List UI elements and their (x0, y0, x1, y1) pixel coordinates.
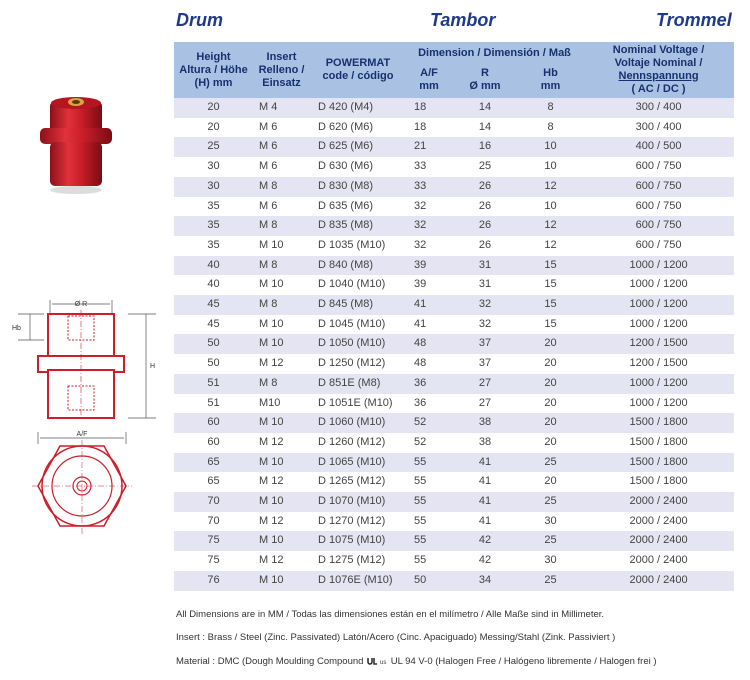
cell-af: 32 (406, 197, 452, 217)
cell-code: D 840 (M8) (310, 256, 406, 276)
cell-hb: 10 (518, 157, 583, 177)
cell-af: 55 (406, 512, 452, 532)
table-row (174, 374, 734, 394)
cell-hb: 15 (518, 295, 583, 315)
cell-height: 65 (174, 472, 253, 492)
diameter-label: Ø R (74, 301, 88, 308)
cell-hb: 15 (518, 256, 583, 276)
cell-insert: M 10 (253, 275, 310, 295)
cell-hb: 8 (518, 118, 583, 138)
cell-insert: M 8 (253, 177, 310, 197)
cell-r: 37 (452, 354, 518, 374)
cell-r: 42 (452, 551, 518, 571)
cell-code: D 625 (M6) (310, 137, 406, 157)
cell-code: D 1270 (M12) (310, 512, 406, 532)
table-row (174, 295, 734, 315)
product-photo (36, 92, 116, 196)
cell-voltage: 1500 / 1800 (583, 433, 734, 453)
cell-insert: M 6 (253, 197, 310, 217)
cell-height: 30 (174, 157, 253, 177)
table-row (174, 256, 734, 276)
cell-r: 31 (452, 256, 518, 276)
cell-r: 26 (452, 197, 518, 217)
cell-code: D 1260 (M12) (310, 433, 406, 453)
cell-height: 51 (174, 394, 253, 414)
cell-af: 18 (406, 98, 452, 118)
cell-code: D 1035 (M10) (310, 236, 406, 256)
cell-voltage: 1000 / 1200 (583, 315, 734, 335)
cell-hb: 30 (518, 551, 583, 571)
cell-insert: M 8 (253, 216, 310, 236)
cell-hb: 15 (518, 275, 583, 295)
cell-voltage: 300 / 400 (583, 118, 734, 138)
cell-height: 35 (174, 236, 253, 256)
cell-r: 27 (452, 394, 518, 414)
cell-hb: 8 (518, 98, 583, 118)
table-row (174, 472, 734, 492)
cell-voltage: 400 / 500 (583, 137, 734, 157)
cell-voltage: 2000 / 2400 (583, 492, 734, 512)
cell-hb: 20 (518, 433, 583, 453)
cell-insert: M 12 (253, 433, 310, 453)
cell-hb: 20 (518, 394, 583, 414)
cell-voltage: 2000 / 2400 (583, 571, 734, 591)
cell-insert: M 10 (253, 492, 310, 512)
table-row (174, 433, 734, 453)
cell-af: 41 (406, 295, 452, 315)
cell-height: 75 (174, 531, 253, 551)
cell-voltage: 600 / 750 (583, 197, 734, 217)
cell-height: 35 (174, 197, 253, 217)
cell-insert: M 10 (253, 531, 310, 551)
cell-code: D 1050 (M10) (310, 334, 406, 354)
cell-af: 48 (406, 354, 452, 374)
cell-code: D 635 (M6) (310, 197, 406, 217)
cell-code: D 1076E (M10) (310, 571, 406, 591)
cell-r: 14 (452, 118, 518, 138)
cell-hb: 20 (518, 354, 583, 374)
table-row (174, 531, 734, 551)
cell-code: D 1265 (M12) (310, 472, 406, 492)
cell-voltage: 600 / 750 (583, 157, 734, 177)
table-row (174, 137, 734, 157)
cell-af: 32 (406, 236, 452, 256)
cell-hb: 12 (518, 216, 583, 236)
cell-insert: M 12 (253, 512, 310, 532)
cell-af: 18 (406, 118, 452, 138)
header-voltage: Nominal Voltage / Voltaje Nominal / Nennspannung ( AC / DC ) (583, 42, 734, 98)
cell-code: D 1040 (M10) (310, 275, 406, 295)
cell-code: D 835 (M8) (310, 216, 406, 236)
cell-hb: 25 (518, 453, 583, 473)
cell-r: 37 (452, 334, 518, 354)
footnote-material (176, 656, 657, 667)
cell-height: 70 (174, 512, 253, 532)
cell-af: 32 (406, 216, 452, 236)
table-row (174, 177, 734, 197)
cell-height: 30 (174, 177, 253, 197)
cell-code: D 1065 (M10) (310, 453, 406, 473)
svg-text:us: us (380, 660, 387, 667)
cell-code: D 851E (M8) (310, 374, 406, 394)
table-row (174, 98, 734, 118)
cell-hb: 25 (518, 492, 583, 512)
cell-insert: M 10 (253, 334, 310, 354)
footnote-insert: Insert : Brass / Steel (Zinc. Passivated) Latón/Acero (Cinc. Apaciguado) Messing/Stahl (Zink. Passiviert ) (176, 632, 616, 643)
cell-height: 45 (174, 295, 253, 315)
cell-height: 40 (174, 275, 253, 295)
cell-voltage: 1500 / 1800 (583, 413, 734, 433)
cell-insert: M 10 (253, 453, 310, 473)
cell-af: 41 (406, 315, 452, 335)
cell-voltage: 600 / 750 (583, 216, 734, 236)
cell-r: 41 (452, 472, 518, 492)
header-height: Height Altura / Höhe (H) mm (174, 42, 253, 98)
cell-af: 33 (406, 157, 452, 177)
cell-code: D 1070 (M10) (310, 492, 406, 512)
cell-r: 42 (452, 531, 518, 551)
cell-voltage: 1000 / 1200 (583, 295, 734, 315)
cell-voltage: 2000 / 2400 (583, 531, 734, 551)
cell-hb: 20 (518, 413, 583, 433)
cell-voltage: 1200 / 1500 (583, 334, 734, 354)
cell-voltage: 1500 / 1800 (583, 453, 734, 473)
cell-hb: 20 (518, 334, 583, 354)
cell-insert: M 10 (253, 236, 310, 256)
cell-r: 38 (452, 433, 518, 453)
cell-voltage: 1000 / 1200 (583, 275, 734, 295)
top-view-drawing (8, 430, 173, 556)
cell-code: D 1060 (M10) (310, 413, 406, 433)
ul-recognized-icon (366, 656, 388, 666)
table-row (174, 197, 734, 217)
cell-af: 55 (406, 531, 452, 551)
cell-r: 32 (452, 315, 518, 335)
cell-af: 52 (406, 413, 452, 433)
cell-voltage: 600 / 750 (583, 177, 734, 197)
cell-height: 50 (174, 334, 253, 354)
cell-hb: 10 (518, 137, 583, 157)
material-rating: UL 94 V-0 (Halogen Free / Halógeno libremente / Halogen frei ) (390, 656, 657, 667)
cell-hb: 15 (518, 315, 583, 335)
table-row (174, 157, 734, 177)
cell-voltage: 1000 / 1200 (583, 256, 734, 276)
cell-r: 25 (452, 157, 518, 177)
cell-height: 20 (174, 98, 253, 118)
cell-insert: M 12 (253, 551, 310, 571)
cell-hb: 30 (518, 512, 583, 532)
cell-code: D 1075 (M10) (310, 531, 406, 551)
table-row (174, 492, 734, 512)
hb-label: Hb (12, 325, 21, 332)
cell-af: 55 (406, 453, 452, 473)
cell-insert: M 4 (253, 98, 310, 118)
cell-af: 55 (406, 492, 452, 512)
cell-voltage: 300 / 400 (583, 98, 734, 118)
cell-voltage: 2000 / 2400 (583, 551, 734, 571)
cell-r: 26 (452, 216, 518, 236)
cell-height: 60 (174, 433, 253, 453)
header-code: POWERMAT code / código (310, 42, 406, 98)
cell-code: D 420 (M4) (310, 98, 406, 118)
cell-insert: M 6 (253, 157, 310, 177)
cell-af: 52 (406, 433, 452, 453)
cell-code: D 1045 (M10) (310, 315, 406, 335)
cell-r: 14 (452, 98, 518, 118)
cell-height: 45 (174, 315, 253, 335)
cell-insert: M 10 (253, 315, 310, 335)
cell-height: 50 (174, 354, 253, 374)
table-row (174, 551, 734, 571)
material-text: Material : DMC (Dough Moulding Compound (176, 656, 364, 667)
cell-r: 16 (452, 137, 518, 157)
footnote-dimensions: All Dimensions are in MM / Todas las dimensiones están en el milímetro / Alle Maße sind in Millimeter. (176, 609, 605, 620)
cell-height: 35 (174, 216, 253, 236)
cell-r: 38 (452, 413, 518, 433)
cell-voltage: 2000 / 2400 (583, 512, 734, 532)
table-row (174, 216, 734, 236)
cell-voltage: 600 / 750 (583, 236, 734, 256)
header-r: R Ø mm (452, 62, 518, 98)
cell-height: 75 (174, 551, 253, 571)
cell-hb: 25 (518, 531, 583, 551)
cell-insert: M 12 (253, 472, 310, 492)
cell-height: 65 (174, 453, 253, 473)
cell-insert: M 10 (253, 571, 310, 591)
table-row (174, 394, 734, 414)
table-row (174, 334, 734, 354)
title-tambor: Tambor (430, 10, 496, 30)
cell-code: D 1250 (M12) (310, 354, 406, 374)
header-dimension: Dimension / Dimensión / Maß (406, 42, 583, 62)
table-row (174, 571, 734, 591)
cell-code: D 1051E (M10) (310, 394, 406, 414)
cell-voltage: 1000 / 1200 (583, 374, 734, 394)
cell-height: 25 (174, 137, 253, 157)
cell-r: 41 (452, 512, 518, 532)
cell-height: 51 (174, 374, 253, 394)
header-insert: Insert Relleno / Einsatz (253, 42, 310, 98)
cell-code: D 1275 (M12) (310, 551, 406, 571)
spec-table (174, 42, 734, 591)
table-row (174, 512, 734, 532)
cell-code: D 830 (M8) (310, 177, 406, 197)
cell-r: 41 (452, 453, 518, 473)
cell-insert: M 6 (253, 118, 310, 138)
cell-af: 36 (406, 374, 452, 394)
cell-voltage: 1000 / 1200 (583, 394, 734, 414)
cell-height: 76 (174, 571, 253, 591)
cell-r: 26 (452, 177, 518, 197)
cell-insert: M 8 (253, 256, 310, 276)
cell-af: 21 (406, 137, 452, 157)
cell-af: 33 (406, 177, 452, 197)
cell-height: 20 (174, 118, 253, 138)
header-af: A/F mm (406, 62, 452, 98)
side-section-drawing (8, 296, 173, 424)
cell-voltage: 1500 / 1800 (583, 472, 734, 492)
cell-insert: M 10 (253, 413, 310, 433)
cell-af: 55 (406, 472, 452, 492)
cell-insert: M10 (253, 394, 310, 414)
cell-hb: 25 (518, 571, 583, 591)
cell-insert: M 12 (253, 354, 310, 374)
cell-code: D 845 (M8) (310, 295, 406, 315)
cell-hb: 10 (518, 197, 583, 217)
table-row (174, 236, 734, 256)
cell-code: D 630 (M6) (310, 157, 406, 177)
title-trommel: Trommel (656, 10, 732, 30)
cell-insert: M 6 (253, 137, 310, 157)
cell-r: 27 (452, 374, 518, 394)
table-row (174, 453, 734, 473)
cell-af: 39 (406, 275, 452, 295)
cell-hb: 20 (518, 472, 583, 492)
cell-voltage: 1200 / 1500 (583, 354, 734, 374)
af-label: A/F (76, 431, 88, 438)
h-label: H (150, 363, 156, 370)
cell-r: 26 (452, 236, 518, 256)
cell-af: 55 (406, 551, 452, 571)
cell-hb: 12 (518, 177, 583, 197)
cell-code: D 620 (M6) (310, 118, 406, 138)
cell-hb: 20 (518, 374, 583, 394)
cell-r: 31 (452, 275, 518, 295)
title-drum: Drum (176, 10, 224, 30)
cell-af: 48 (406, 334, 452, 354)
cell-hb: 12 (518, 236, 583, 256)
table-row (174, 413, 734, 433)
cell-af: 36 (406, 394, 452, 414)
header-hb: Hb mm (518, 62, 583, 98)
table-row (174, 118, 734, 138)
cell-r: 41 (452, 492, 518, 512)
cell-af: 39 (406, 256, 452, 276)
cell-insert: M 8 (253, 374, 310, 394)
cell-af: 50 (406, 571, 452, 591)
cell-insert: M 8 (253, 295, 310, 315)
cell-r: 34 (452, 571, 518, 591)
table-row (174, 275, 734, 295)
table-row (174, 315, 734, 335)
table-row (174, 354, 734, 374)
cell-height: 60 (174, 413, 253, 433)
cell-height: 70 (174, 492, 253, 512)
cell-height: 40 (174, 256, 253, 276)
cell-r: 32 (452, 295, 518, 315)
